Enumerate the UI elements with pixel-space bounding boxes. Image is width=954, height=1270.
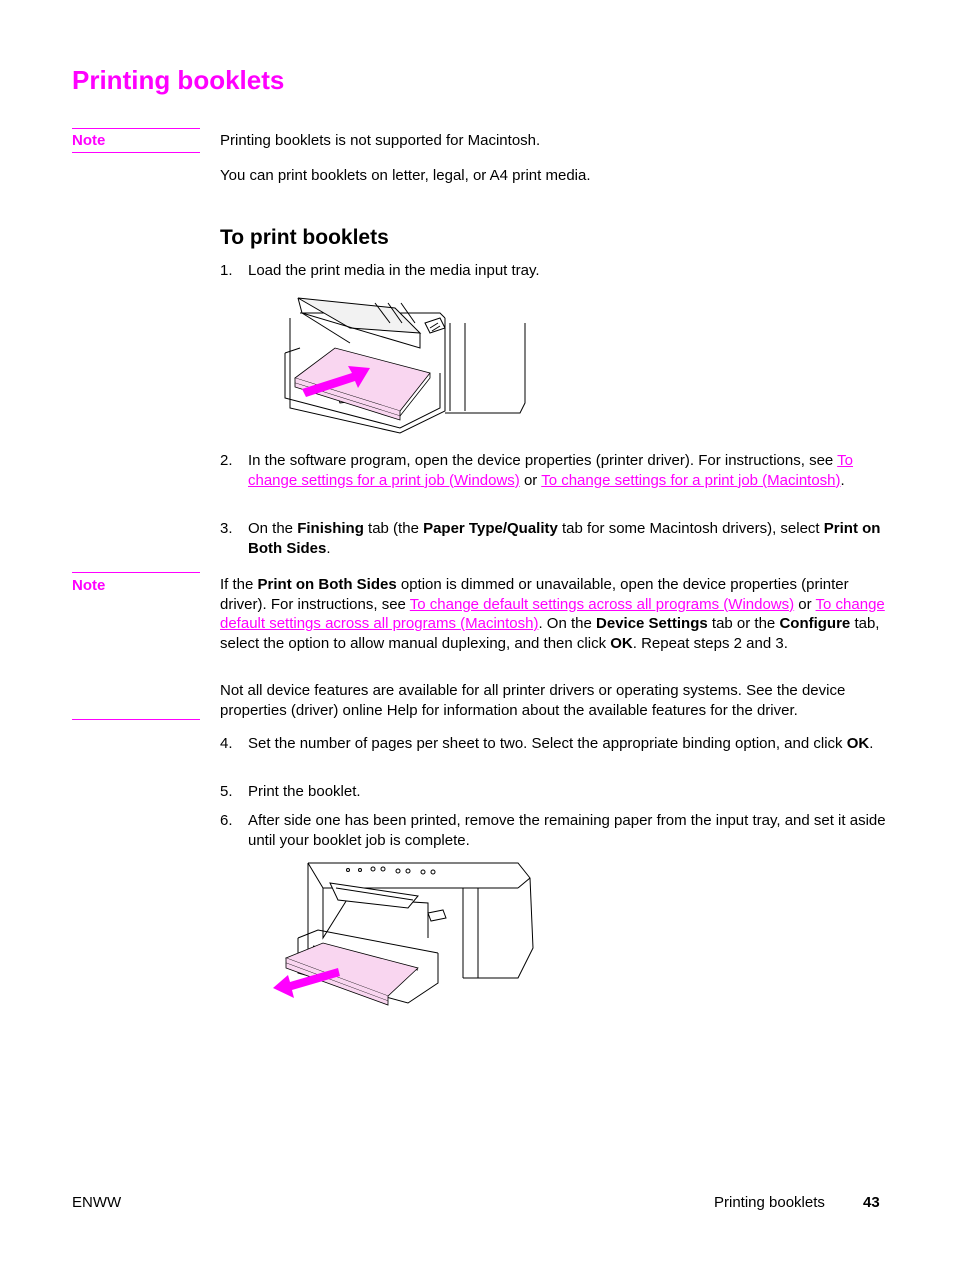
ui-term-print-on-both-sides: Print on Both Sides	[248, 520, 881, 557]
remove-paper-illustration	[268, 858, 538, 1008]
page-number: 43	[863, 1194, 880, 1211]
step-number: 6.	[220, 812, 233, 829]
step-text-part: On the	[248, 520, 298, 537]
note-label: Note	[72, 132, 106, 149]
load-media-illustration	[280, 293, 530, 438]
step-text	[248, 451, 890, 490]
link-change-settings-macintosh[interactable]: To change settings for a print job (Macintosh)	[541, 471, 841, 489]
ui-term-paper-type-quality: Paper Type/Quality	[423, 520, 558, 537]
note-text-part: If the	[220, 576, 258, 593]
step-text-part: tab (the	[363, 520, 424, 537]
step-5	[220, 782, 890, 802]
step-number: 4.	[220, 735, 233, 752]
step-text-part: .	[326, 539, 331, 557]
step-number: 5.	[220, 783, 233, 800]
step-text-part: or	[519, 471, 542, 489]
step-text	[248, 734, 890, 754]
note-text-part: option is dimmed or unavailable, open the device properties (printer driver). For instructions, see	[220, 576, 849, 613]
page-title: Printing booklets	[72, 65, 285, 95]
note-top-rule	[72, 572, 200, 573]
note-text-part: tab or the	[707, 615, 780, 632]
step-text-part: .	[869, 735, 874, 752]
note-bottom-rule	[72, 719, 200, 720]
link-default-settings-macintosh[interactable]: To change default settings across all programs (Macintosh)	[220, 595, 885, 632]
step-2	[220, 451, 890, 490]
link-change-settings-windows[interactable]: To change settings for a print job (Windows)	[248, 452, 854, 489]
note-text: Printing booklets is not supported for Macintosh.	[220, 132, 541, 149]
media-support-text: You can print booklets on letter, legal, or A4 print media.	[220, 167, 591, 184]
note-paragraph-duplex	[220, 575, 885, 653]
ui-term-ok: OK	[610, 634, 633, 652]
footer-section: Printing booklets	[714, 1194, 825, 1211]
step-text	[248, 519, 890, 558]
step-text-part: Set the number of pages per sheet to two. Select the appropriate binding option, and click	[248, 735, 847, 752]
note-label: Note	[72, 577, 106, 594]
step-1	[220, 261, 890, 281]
step-6	[220, 811, 890, 850]
ui-term-device-settings: Device Settings	[596, 615, 708, 632]
step-text-part: In the software program, open the device properties (printer driver). For instructions, see	[248, 452, 838, 469]
step-text: Print the booklet.	[248, 783, 361, 800]
step-3	[220, 519, 890, 558]
footer-left: ENWW	[72, 1194, 122, 1211]
step-text-part: tab for some Macintosh drivers), select	[557, 520, 824, 537]
ui-term-configure: Configure	[779, 615, 851, 632]
note-text-part: or	[794, 595, 816, 613]
ui-term-finishing: Finishing	[297, 520, 364, 537]
ui-term-ok: OK	[846, 735, 870, 752]
step-text: Load the print media in the media input tray.	[248, 262, 540, 279]
step-number: 1.	[220, 262, 233, 279]
note-text-part: . Repeat steps 2 and 3.	[632, 634, 788, 652]
note-top-rule	[72, 128, 200, 129]
note-text-part: . On the	[538, 615, 597, 632]
step-number: 3.	[220, 520, 233, 537]
step-text-part: .	[840, 471, 845, 489]
note-paragraph-features: Not all device features are available for all printer drivers or operating systems. See the device properties (driver) online Help for information about the available features for the driver.	[220, 682, 846, 719]
link-default-settings-windows[interactable]: To change default settings across all programs (Windows)	[409, 595, 795, 613]
step-text: After side one has been printed, remove the remaining paper from the input tray, and set it aside until your booklet job is complete.	[248, 812, 886, 849]
procedure-heading: To print booklets	[220, 226, 389, 249]
note-text-part: tab, select the option to allow manual duplexing, and then click	[220, 615, 880, 652]
ui-term-print-on-both-sides: Print on Both Sides	[257, 576, 397, 593]
note-bottom-rule	[72, 152, 200, 153]
step-4	[220, 734, 890, 754]
step-number: 2.	[220, 452, 233, 469]
